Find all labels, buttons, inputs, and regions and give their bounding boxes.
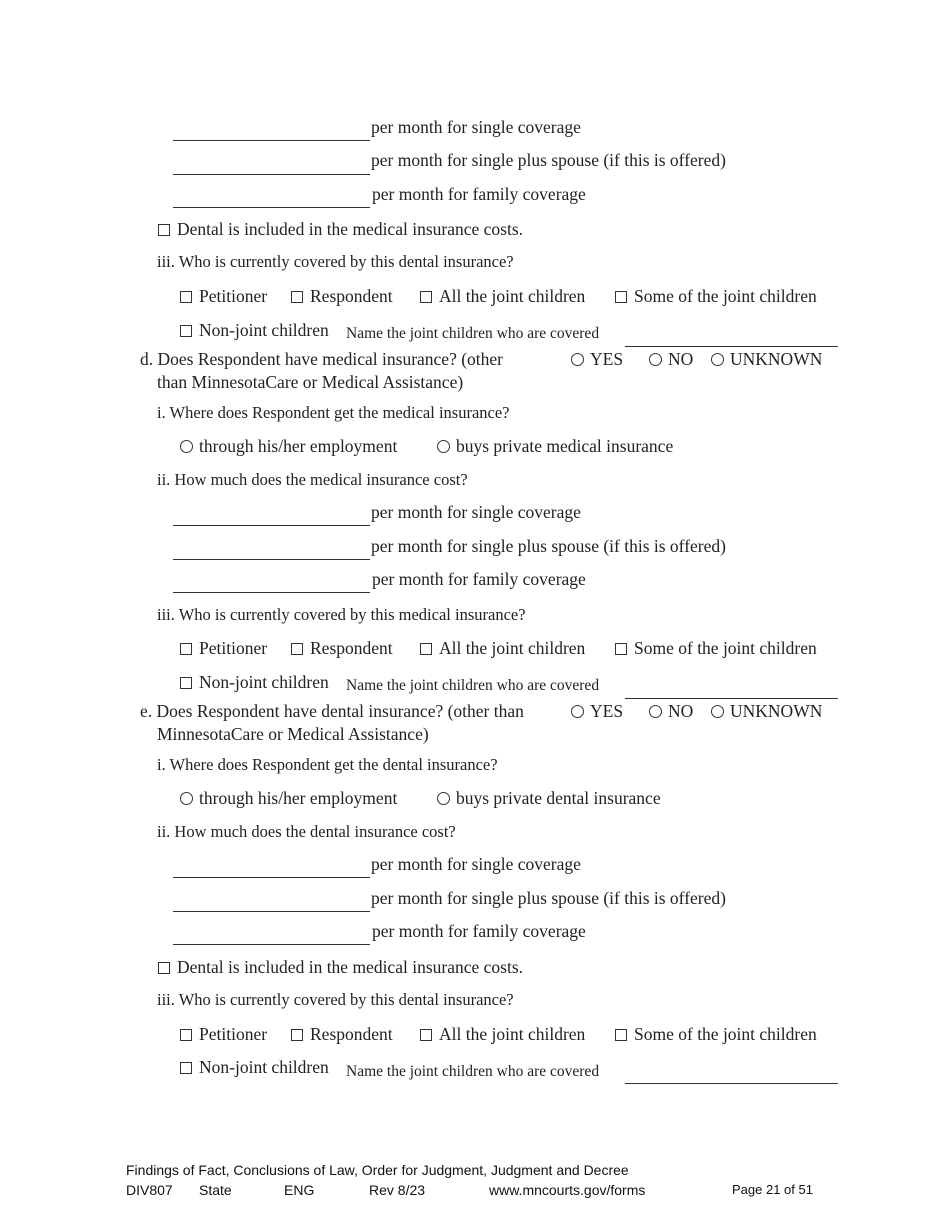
where-medical-question: i. Where does Respondent get the medical insurance? — [157, 403, 510, 422]
radio-icon — [711, 353, 724, 366]
employment-label: through his/her employment — [199, 436, 398, 456]
dental-unknown-radio[interactable] — [711, 701, 822, 722]
checkbox-icon — [180, 677, 192, 689]
spouse-coverage-amount-field[interactable] — [173, 174, 370, 175]
dental-cost-question: ii. How much does the dental insurance cost? — [157, 822, 456, 841]
checkbox-icon — [291, 1029, 303, 1041]
dental-employment-radio[interactable] — [180, 788, 397, 809]
no-label: NO — [668, 349, 694, 369]
respondent-label: Respondent — [310, 286, 393, 306]
radio-icon — [711, 705, 724, 718]
dental-included-checkbox[interactable] — [158, 219, 523, 240]
medical-unknown-radio[interactable] — [711, 349, 822, 370]
radio-icon — [571, 705, 584, 718]
all-joint-children-label: All the joint children — [439, 286, 586, 306]
footer-language: ENG — [284, 1182, 315, 1198]
respondent-checkbox[interactable] — [291, 286, 393, 307]
non-joint-children-checkbox[interactable] — [180, 320, 329, 341]
checkbox-icon — [420, 643, 432, 655]
dental-included-label: Dental is included in the medical insurance costs. — [177, 219, 524, 239]
who-covered-medical-question: iii. Who is currently covered by this medical insurance? — [157, 605, 526, 624]
dental-private-radio[interactable] — [437, 788, 661, 809]
checkbox-icon — [180, 1029, 192, 1041]
name-children-label: Name the joint children who are covered — [346, 325, 600, 342]
dental-spouse-amount-field[interactable] — [173, 911, 370, 912]
dental-single-label: per month for single coverage — [371, 854, 581, 874]
medical-non-joint-checkbox[interactable] — [180, 672, 329, 693]
unknown-label: UNKNOWN — [730, 701, 823, 721]
checkbox-icon — [615, 291, 627, 303]
medical-respondent-checkbox[interactable] — [291, 638, 393, 659]
medical-employment-radio[interactable] — [180, 436, 397, 457]
family-coverage-amount-field[interactable] — [173, 207, 370, 208]
respondent-label: Respondent — [310, 638, 393, 658]
radio-icon — [649, 353, 662, 366]
all-joint-children-label: All the joint children — [439, 638, 586, 658]
checkbox-icon — [180, 291, 192, 303]
footer-page-number: Page 21 of 51 — [732, 1182, 813, 1197]
dental-all-joint-checkbox[interactable] — [420, 1024, 585, 1045]
question-d-line1: d. Does Respondent have medical insurance? (other — [140, 349, 503, 369]
private-label: buys private dental insurance — [456, 788, 661, 808]
medical-cost-question: ii. How much does the medical insurance cost? — [157, 470, 468, 489]
petitioner-label: Petitioner — [199, 286, 268, 306]
radio-icon — [180, 792, 193, 805]
respondent-label: Respondent — [310, 1024, 393, 1044]
dental-respondent-checkbox[interactable] — [291, 1024, 393, 1045]
name-children-field[interactable] — [625, 346, 838, 347]
who-covered-dental-question: iii. Who is currently covered by this dental insurance? — [157, 252, 514, 271]
medical-family-amount-field[interactable] — [173, 592, 370, 593]
some-joint-children-label: Some of the joint children — [634, 638, 817, 658]
radio-icon — [649, 705, 662, 718]
radio-icon — [437, 440, 450, 453]
checkbox-icon — [180, 1062, 192, 1074]
employment-label: through his/her employment — [199, 788, 398, 808]
medical-name-children-label: Name the joint children who are covered — [346, 677, 600, 694]
radio-icon — [571, 353, 584, 366]
question-e-line1: e. Does Respondent have dental insurance? (other than — [140, 701, 524, 721]
radio-icon — [437, 792, 450, 805]
medical-all-joint-checkbox[interactable] — [420, 638, 585, 659]
who-covered-dental-question-e: iii. Who is currently covered by this dental insurance? — [157, 990, 514, 1009]
all-joint-children-checkbox[interactable] — [420, 286, 585, 307]
checkbox-icon — [420, 291, 432, 303]
non-joint-children-label: Non-joint children — [199, 672, 329, 692]
medical-name-children-field[interactable] — [625, 698, 838, 699]
checkbox-icon — [615, 1029, 627, 1041]
medical-spouse-label: per month for single plus spouse (if this is offered) — [371, 536, 726, 556]
dental-family-amount-field[interactable] — [173, 944, 370, 945]
private-label: buys private medical insurance — [456, 436, 674, 456]
medical-yes-radio[interactable] — [571, 349, 623, 370]
medical-family-label: per month for family coverage — [372, 569, 586, 589]
medical-spouse-amount-field[interactable] — [173, 559, 370, 560]
dental-single-amount-field[interactable] — [173, 877, 370, 878]
petitioner-label: Petitioner — [199, 1024, 268, 1044]
dental-included-checkbox-e[interactable] — [158, 957, 523, 978]
footer-state: State — [199, 1182, 232, 1198]
checkbox-icon — [158, 962, 170, 974]
single-coverage-amount-field[interactable] — [173, 140, 370, 141]
checkbox-icon — [420, 1029, 432, 1041]
some-joint-children-label: Some of the joint children — [634, 286, 817, 306]
yes-label: YES — [590, 701, 624, 721]
dental-name-children-label: Name the joint children who are covered — [346, 1063, 600, 1080]
footer-revision: Rev 8/23 — [369, 1182, 426, 1198]
checkbox-icon — [291, 291, 303, 303]
checkbox-icon — [615, 643, 627, 655]
checkbox-icon — [180, 643, 192, 655]
radio-icon — [180, 440, 193, 453]
medical-petitioner-checkbox[interactable] — [180, 638, 267, 659]
single-coverage-label: per month for single coverage — [371, 117, 581, 137]
dental-yes-radio[interactable] — [571, 701, 623, 722]
dental-family-label: per month for family coverage — [372, 921, 586, 941]
question-d-line2: than MinnesotaCare or Medical Assistance) — [157, 372, 464, 392]
checkbox-icon — [158, 224, 170, 236]
petitioner-checkbox[interactable] — [180, 286, 267, 307]
question-e-line2: MinnesotaCare or Medical Assistance) — [157, 724, 429, 744]
no-label: NO — [668, 701, 694, 721]
all-joint-children-label: All the joint children — [439, 1024, 586, 1044]
spouse-coverage-label: per month for single plus spouse (if this is offered) — [371, 150, 726, 170]
checkbox-icon — [180, 325, 192, 337]
dental-spouse-label: per month for single plus spouse (if this is offered) — [371, 888, 726, 908]
yes-label: YES — [590, 349, 624, 369]
medical-private-radio[interactable] — [437, 436, 673, 457]
footer-url: www.mncourts.gov/forms — [489, 1182, 646, 1198]
dental-name-children-field[interactable] — [625, 1083, 838, 1084]
petitioner-label: Petitioner — [199, 638, 268, 658]
where-dental-question: i. Where does Respondent get the dental insurance? — [157, 755, 498, 774]
dental-some-joint-checkbox[interactable] — [615, 1024, 817, 1045]
dental-included-label: Dental is included in the medical insurance costs. — [177, 957, 524, 977]
some-joint-children-label: Some of the joint children — [634, 1024, 817, 1044]
unknown-label: UNKNOWN — [730, 349, 823, 369]
footer-form-id: DIV807 — [126, 1182, 173, 1198]
medical-single-label: per month for single coverage — [371, 502, 581, 522]
dental-petitioner-checkbox[interactable] — [180, 1024, 267, 1045]
family-coverage-label: per month for family coverage — [372, 184, 586, 204]
medical-some-joint-checkbox[interactable] — [615, 638, 817, 659]
some-joint-children-checkbox[interactable] — [615, 286, 817, 307]
non-joint-children-label: Non-joint children — [199, 1057, 329, 1077]
footer-title: Findings of Fact, Conclusions of Law, Order for Judgment, Judgment and Decree — [126, 1162, 629, 1178]
medical-no-radio[interactable] — [649, 349, 693, 370]
dental-non-joint-checkbox[interactable] — [180, 1057, 329, 1078]
checkbox-icon — [291, 643, 303, 655]
medical-single-amount-field[interactable] — [173, 525, 370, 526]
non-joint-children-label: Non-joint children — [199, 320, 329, 340]
dental-no-radio[interactable] — [649, 701, 693, 722]
